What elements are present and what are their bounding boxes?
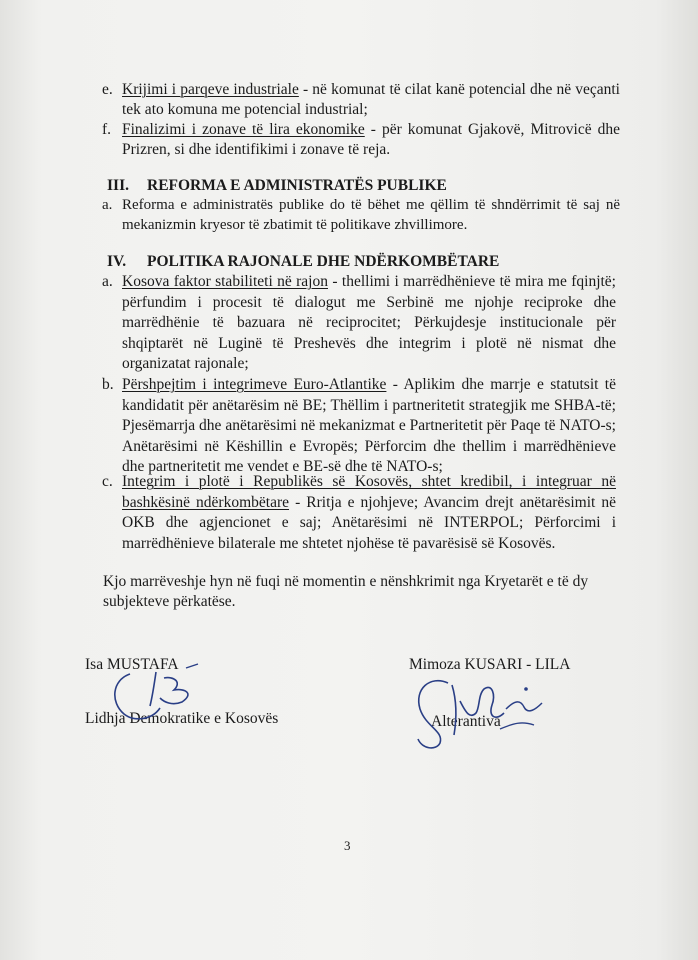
signatory-name-right: Mimoza KUSARI - LILA bbox=[409, 656, 571, 673]
list-marker: a. bbox=[102, 197, 113, 213]
signatory-party-right: Alterantiva bbox=[431, 713, 501, 730]
heading-title: POLITIKA RAJONALE DHE NDËRKOMBËTARE bbox=[147, 253, 500, 270]
closing-paragraph: Kjo marrëveshje hyn në fuqi në momentin e nënshkrimit nga Kryetarët e të dy subjekteve përkatëse. bbox=[103, 573, 589, 610]
list-item-f bbox=[102, 120, 620, 160]
list-item-4c bbox=[102, 472, 616, 554]
item-text: - Rritja e njohjeve; Avancim drejt anëtarësimit në OKB dhe agjencionet e saj; Anëtarësimi në INTERPOL; Përforcimi i marrëdhënieve bilaterale me shtetet njohëse të pavarësisë së Kosovës. bbox=[122, 493, 616, 552]
item-title: Finalizimi i zonave të lira ekonomike bbox=[122, 121, 365, 138]
list-marker: f. bbox=[102, 121, 112, 138]
item-title: Kosova faktor stabiliteti në rajon bbox=[122, 273, 328, 290]
item-text: - për komunat Gjakovë, Mitrovicë dhe Prizren, si dhe identifikimi i zonave të reja. bbox=[122, 121, 620, 158]
list-item-3a bbox=[102, 195, 620, 235]
list-marker: a. bbox=[102, 273, 113, 290]
item-text: - në komunat të cilat kanë potencial dhe në veçanti tek ato komuna me potencial industrial; bbox=[122, 81, 620, 118]
section-heading-3 bbox=[107, 177, 447, 195]
heading-title: REFORMA E ADMINISTRATËS PUBLIKE bbox=[147, 177, 447, 194]
list-marker: b. bbox=[102, 376, 114, 393]
handwritten-signature-right bbox=[400, 665, 580, 755]
list-marker: e. bbox=[102, 81, 113, 98]
item-title: Integrim i plotë i Republikës së Kosovës, shtet kredibil, i integruar në bashkësinë ndërkombëtare bbox=[122, 473, 616, 511]
page-number: 3 bbox=[344, 838, 351, 853]
list-item-4b bbox=[102, 375, 616, 478]
list-marker: c. bbox=[102, 473, 113, 490]
item-title: Krijimi i parqeve industriale bbox=[122, 81, 299, 98]
list-item-e bbox=[102, 80, 620, 120]
item-text: - thellimi i marrëdhënieve të mira me fqinjtë; përfundim i procesit të dialogut me Serbinë me njohje reciproke dhe marrëdhënie të bazuara në reciprocitet; Përkujdesje institucionale për shqiptarët në Luginë të Preshevës dhe integrim i plotë në nismat dhe organizatat rajonale; bbox=[122, 273, 616, 372]
heading-number: IV. bbox=[107, 253, 127, 270]
handwritten-signature-left bbox=[90, 662, 210, 742]
item-text: Reforma e administratës publike do të bëhet me qëllim të shndërrimit të saj në mekanizmin kryesor të zbatimit të politikave zhvillimore. bbox=[122, 197, 620, 233]
list-item-4a bbox=[102, 272, 616, 375]
signatory-party-left: Lidhja Demokratike e Kosovës bbox=[85, 710, 279, 727]
heading-number: III. bbox=[107, 177, 129, 194]
item-title: Përshpejtim i integrimeve Euro-Atlantike bbox=[122, 376, 387, 393]
item-text: - Aplikim dhe marrje e statutsit të kandidatit për anëtarësim në BE; Thëllim i partneritetit strategjik me SHBA-të; Pjesëmarrja dhe anëtarësimi në mekanizmat e Partneritetit për Paqe të NATO-s; Anëtarësimi në Këshillin e Evropës; Përforcim dhe thellim i marrëdhënieve dhe partneritetit me vendet e BE-së dhe të NATO-s; bbox=[122, 376, 616, 475]
section-heading-4 bbox=[107, 253, 499, 271]
signatory-name-left: Isa MUSTAFA bbox=[85, 656, 179, 673]
